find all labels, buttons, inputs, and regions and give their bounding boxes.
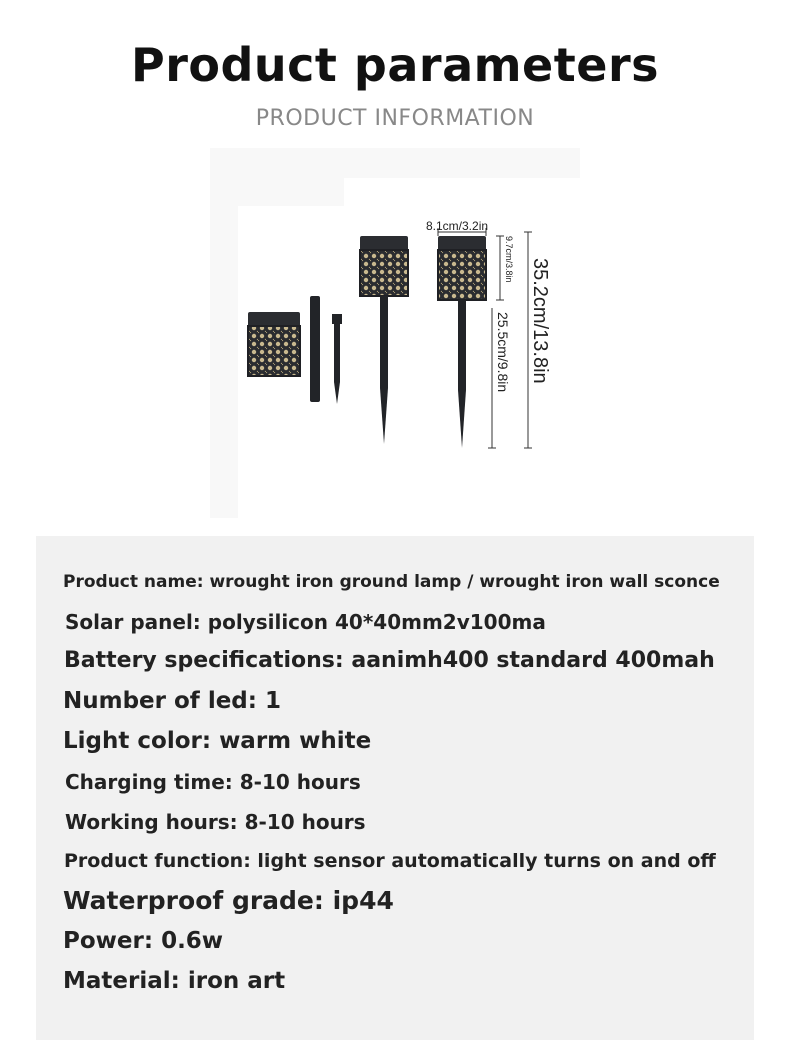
param-value: iron art <box>187 968 286 994</box>
param-value: aanimh400 standard 400mah <box>351 648 715 673</box>
param-label: Material: <box>63 968 180 994</box>
param-product-name <box>63 572 720 592</box>
param-charging-time <box>65 770 361 794</box>
param-product-function <box>64 850 716 872</box>
param-material <box>63 968 285 994</box>
param-led-count <box>63 688 281 714</box>
param-value: 1 <box>264 688 281 714</box>
product-dimension-illustration <box>210 148 580 518</box>
stake-height-dimension-label: 25.5cm/9.8in <box>495 312 511 393</box>
param-value: polysilicon 40*40mm2v100ma <box>207 610 546 634</box>
stake-tube-part <box>310 296 320 402</box>
param-label: Charging time: <box>65 770 233 794</box>
param-solar-panel <box>65 610 546 634</box>
param-label: Product function: <box>64 850 251 872</box>
total-height-dimension-label: 35.2cm/13.8in <box>529 258 551 384</box>
page-subtitle: PRODUCT INFORMATION <box>255 106 535 131</box>
param-value: ip44 <box>332 886 394 915</box>
param-label: Light color: <box>63 728 212 754</box>
param-value: 8-10 hours <box>239 770 361 794</box>
param-value: 8-10 hours <box>244 810 366 834</box>
param-waterproof-grade <box>63 886 394 915</box>
param-power <box>63 928 223 954</box>
param-label: Solar panel: <box>65 610 201 634</box>
param-label: Waterproof grade: <box>63 886 324 915</box>
page-title: Product parameters <box>130 38 660 92</box>
param-value: wrought iron ground lamp / wrought iron wall sconce <box>209 572 720 592</box>
param-value: warm white <box>219 728 372 754</box>
param-label: Number of led: <box>63 688 257 714</box>
param-label: Battery specifications: <box>64 648 344 673</box>
param-value: 0.6w <box>161 928 224 954</box>
param-light-color <box>63 728 371 754</box>
param-value: light sensor automatically turns on and off <box>257 850 716 872</box>
param-label: Power: <box>63 928 154 954</box>
param-label: Product name: <box>63 572 204 592</box>
wall-sconce-lamp <box>248 312 300 376</box>
param-battery <box>64 648 715 673</box>
param-working-hours <box>65 810 366 834</box>
head-height-dimension-label: 9.7cm/3.8in <box>504 236 514 283</box>
param-label: Working hours: <box>65 810 238 834</box>
width-dimension-label: 8.1cm/3.2in <box>426 219 489 233</box>
parameters-panel <box>36 536 754 1040</box>
